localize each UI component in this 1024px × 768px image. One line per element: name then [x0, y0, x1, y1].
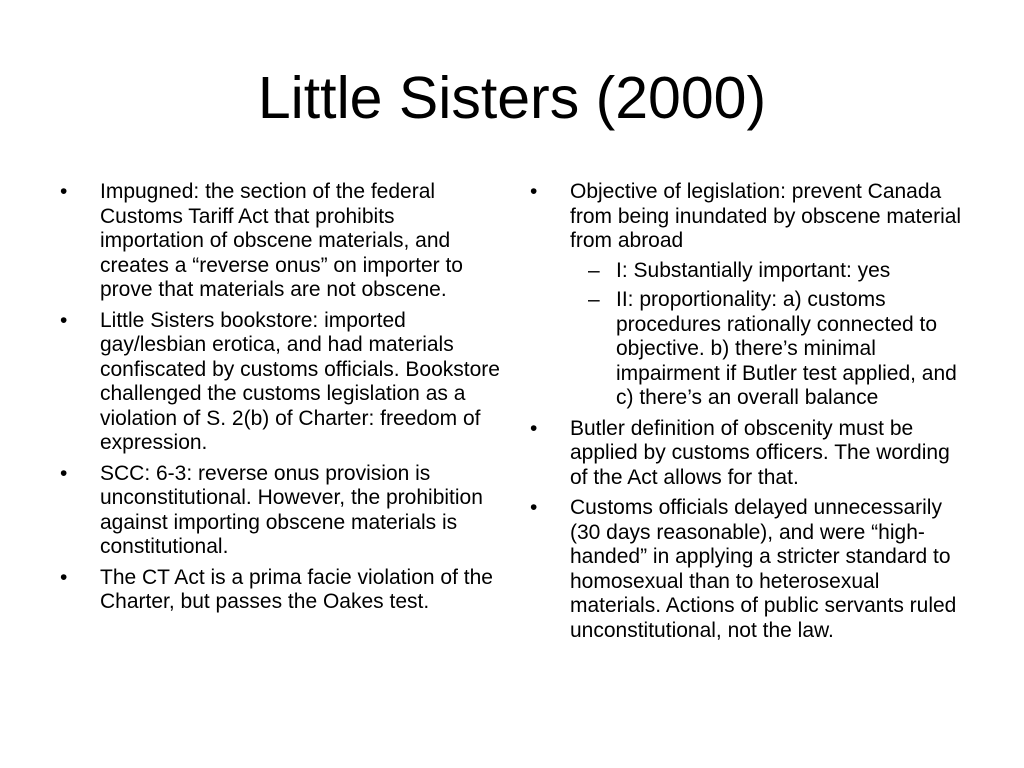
sub-bullet-marker: – [588, 258, 600, 282]
bullet-marker: • [60, 308, 68, 332]
sub-bullet-importance [570, 259, 970, 284]
bullet-objective [530, 180, 970, 411]
bullet-customs-officials [530, 496, 970, 643]
bullet-impugned [60, 180, 500, 303]
right-bullet-list [530, 180, 970, 649]
bullet-scc-ruling [60, 462, 500, 560]
bullet-marker: • [60, 461, 68, 485]
sub-bullet-proportionality [570, 288, 970, 411]
sub-bullet-list [570, 259, 970, 411]
sub-bullet-marker: – [588, 288, 600, 311]
bullet-text: Little Sisters bookstore: imported gay/lesbian erotica, and had materials confiscated by customs officials. Bookstore challenged the customs legislation as a violation of S. 2(b) of Charter: freedom of expression. [100, 308, 500, 454]
bullet-marker: • [530, 180, 538, 203]
left-bullet-list [60, 180, 500, 621]
bullet-marker: • [60, 565, 68, 589]
bullet-text: Customs officials delayed unnecessarily (30 days reasonable), and were “high-handed” in applying a stricter standard to homosexual than to heterosexual materials. Actions of public servants ruled unconstitutional, not the law. [570, 496, 957, 642]
bullet-marker: • [530, 496, 538, 519]
bullet-text: Butler definition of obscenity must be applied by customs officers. The wording of the Act allows for that. [570, 416, 950, 489]
bullet-marker: • [60, 180, 68, 203]
sub-bullet-text: I: Substantially important: yes [616, 258, 891, 282]
bullet-text: Impugned: the section of the federal Customs Tariff Act that prohibits importation of obscene materials, and creates a “reverse onus” on importer to prove that materials are not obscene. [100, 180, 463, 301]
bullet-text: SCC: 6-3: reverse onus provision is unconstitutional. However, the prohibition against importing obscene materials is constitutional. [100, 461, 483, 558]
slide-title: Little Sisters (2000) [257, 65, 767, 131]
bullet-ct-act [60, 566, 500, 615]
bullet-text: Objective of legislation: prevent Canada from being inundated by obscene material from abroad [570, 180, 962, 252]
sub-bullet-text: II: proportionality: a) customs procedures rationally connected to objective. b) there’s minimal impairment if Butler test applied, and c) there’s an overall balance [616, 288, 957, 409]
bullet-marker: • [530, 416, 538, 440]
bullet-text: The CT Act is a prima facie violation of the Charter, but passes the Oakes test. [100, 565, 493, 613]
bullet-bookstore [60, 309, 500, 456]
bullet-butler-definition [530, 417, 970, 491]
